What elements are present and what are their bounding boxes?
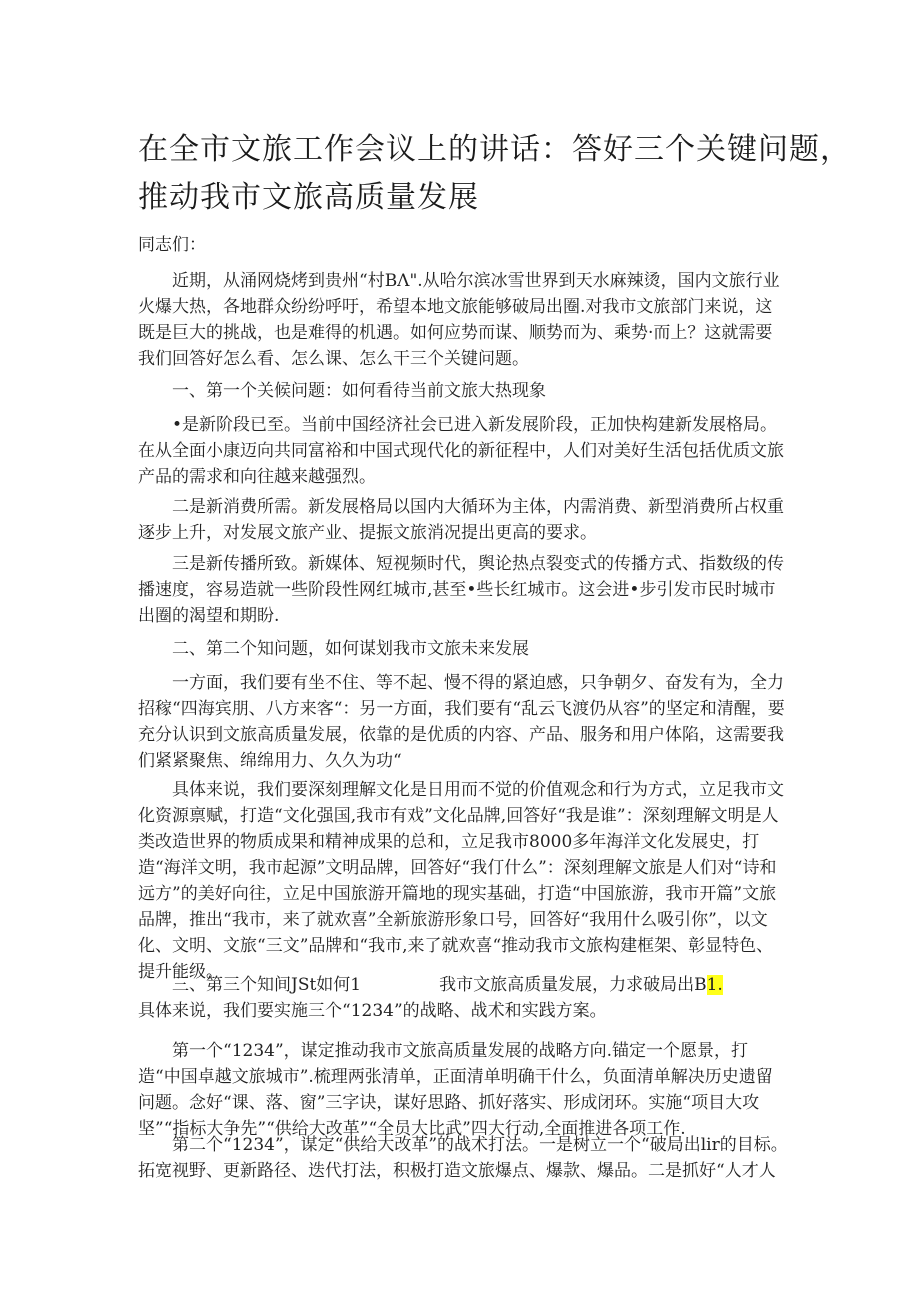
paragraph-6: 具体来说，我们要实施三个“1234”的战略、战术和实践方案。 [138,1001,607,1021]
section-heading-3 [138,972,788,998]
intro-paragraph: 近期，从涌网烧烤到贵州“村BΛ".从哈尔滨冰雪世界到天水麻辣烫，国内文旅行业火爆大热，各地群众纷纷呼吁，希望本地文旅能够破局出圈.对我市文旅部门来说，这既是巨大的挑战，也是难得的机遇。如何应势而谋、顺势而为、乘势·而上？这就需要我们回答好怎么看、怎么课、怎么干三个关键问题。 [138,271,780,369]
paragraph-4: 一方面，我们要有坐不住、等不起、慢不得的紧迫感，只争朝夕、奋发有为，全力招稼“四海宾朋、八方来客“：另一方面，我们要有“乱云飞渡仍从容”的坚定和清醒，要充分认识到文旅高质量发展，依靠的是优质的内容、产品、服务和用户体陷，这需要我们紧紧聚焦、绵绵用力、久久为功“ [138,673,785,771]
section-heading-2: 二、第二个知问题，如何谋划我市文旅未来发展 [172,639,529,659]
paragraph-2: 二是新消费所需。新发展格局以国内大循环为主体，内需消费、新型消费所占权重逐步上升，对发展文旅产业、提振文旅消况提出更高的要求。 [138,497,784,543]
paragraph-1: •是新阶段已至。当前中国经济社会已进入新发展阶段，正加快构建新发展格局。在从全面小康迈向共同富裕和中国式现代化的新征程中，人们对美好生活包括优质文旅产品的需求和向往越来越强烈。 [138,415,784,487]
paragraph-7: 第一个“1234”，谋定推动我市文旅高质量发展的战略方向.锚定一个愿景，打造“中国卓越文旅城市”.梳理两张清单，正面清单明确干什么，负面清单解决历史遗留问题。念好“课、落、窗”三字诀，谋好思路、抓好落实、形成闭环。实施“项目大攻坚”“指标大争先”“供给大改革”“全员大比武”四大行动,全面推进各项工作. [138,1041,773,1139]
highlighted-text: 1. [706,975,723,995]
paragraph-8: 第二个“1234”，谋定“供给大改革”的战术打法。一是树立一个“破局出lir的目标。拓宽视野、更新路径、迭代打法，积极打造文旅爆点、爆款、爆品。二是抓好“人才人 [138,1135,788,1181]
paragraph-3: 三是新传播所致。新媒体、短视频时代，舆论热点裂变式的传播方式、指数级的传播速度，容易造就一些阶段性网红城市,甚至•些长红城市。这会进•步引发市民时城市出圈的渴望和期盼. [138,554,784,626]
section-heading-1: 一、第一个关候问题：如何看待当前文旅大热现象 [172,381,546,401]
section-heading-3-part-b: 我市文旅高质量发展，力求破局出B [439,975,707,995]
document-title-line-2: 推动我市文旅高质量发展 [138,180,479,215]
document-title-line-1: 在全市文旅工作会议上的讲话：答好三个关键问题， [138,132,851,167]
section-heading-3-part-a: 三、第三个知间JSt如何1 [172,975,362,995]
greeting: 同志们： [138,235,206,255]
paragraph-5: 具体来说，我们要深刻理解文化是日用而不觉的价值观念和行为方式，立足我市文化资源禀赋，打造“文化强国,我市有戏”文化品牌,回答好“我是谁”：深刻理解文明是人类改造世界的物质成果和精神成果的总和，立足我市8000多年海洋文化发展史，打造“海洋文明，我市起源”文明品牌，回答好“我仃什么”：深刻理解文旅是人们对“诗和远方”的美好向往，立足中国旅游开篇地的现实基础，打造“中国旅游，我市开篇”文旅品牌，推出“我市，来了就欢喜”全新旅游形象口号，回答好“我用什么吸引你”，以文化、文明、文旅“三文”品牌和“我市,来了就欢喜“推动我市文旅构建框架、彰显特色、提升能级。 [138,780,784,982]
